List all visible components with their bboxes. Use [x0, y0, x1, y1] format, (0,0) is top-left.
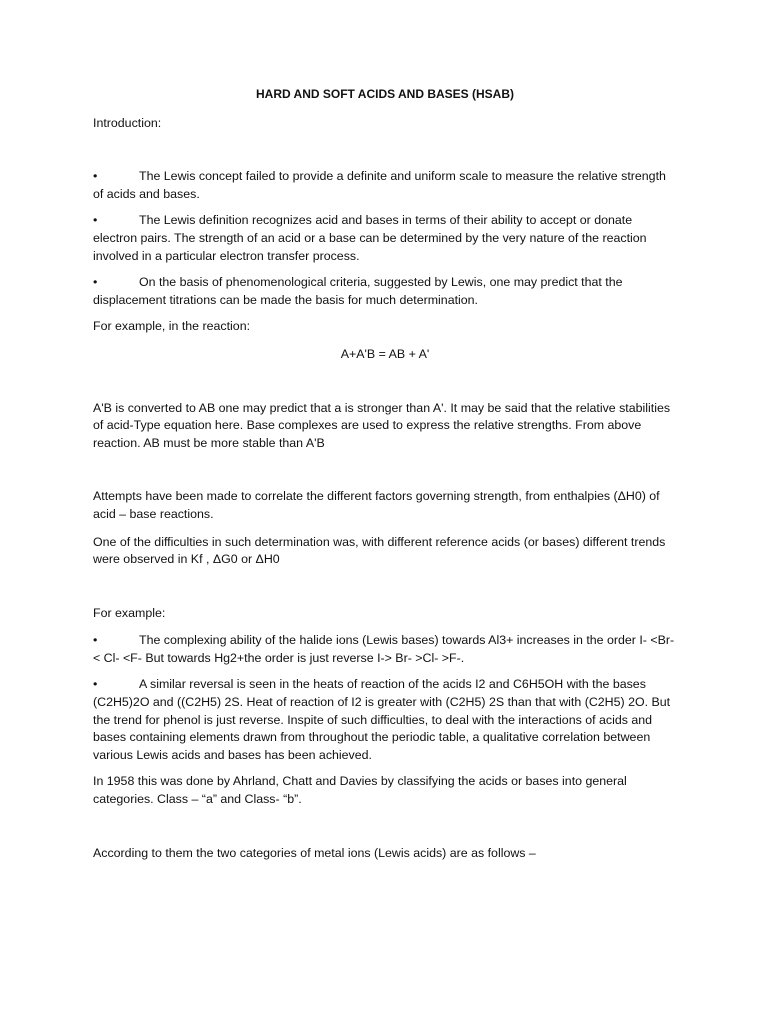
bullet-text: A similar reversal is seen in the heats of reaction of the acids I2 and C6H5OH with the bases (C2H5)2O and ((C2H5) 2S. Heat of reaction of I2 is greater with (C2H5) 2S than that with (C2H5) 2O. But the trend for phenol is just reverse. Inspite of such difficulties, to deal with the interactions of acids and bases containing elements drawn from throughout the periodic table, a qualitative correlation between various Lewis acids and bases has been achieved. — [93, 677, 671, 762]
reaction-equation: A+A'B = AB + A' — [340, 346, 430, 361]
paragraph-categories: According to them the two categories of metal ions (Lewis acids) are as follows – — [93, 845, 536, 860]
bullet-item — [93, 212, 677, 265]
example-heading: For example: — [93, 605, 166, 620]
bullet-item — [93, 168, 677, 203]
bullet-text: The complexing ability of the halide ions (Lewis bases) towards Al3+ increases in the order I- <Br-< Cl- <F- But towards Hg2+the order is just reverse I-> Br- >Cl- >F-. — [93, 633, 675, 665]
example-intro: For example, in the reaction: — [93, 319, 251, 334]
bullet-mark: • — [93, 275, 98, 290]
bullet-item — [93, 632, 677, 667]
bullet-mark: • — [93, 633, 98, 648]
bullet-mark: • — [93, 213, 98, 228]
bullet-text: On the basis of phenomenological criteria, suggested by Lewis, one may predict that the displacement titrations can be made the basis for much determination. — [93, 275, 623, 307]
paragraph-difficulties: One of the difficulties in such determination was, with different reference acids (or bases) different trends were observed in Kf , ΔG0 or ΔH0 — [93, 534, 666, 567]
intro-heading: Introduction: — [93, 115, 162, 130]
bullet-mark: • — [93, 169, 98, 184]
bullet-item — [93, 274, 677, 309]
document-body — [93, 86, 677, 872]
bullet-text: The Lewis definition recognizes acid and bases in terms of their ability to accept or donate electron pairs. The strength of an acid or a base can be determined by the very nature of the reaction involved in a particular electron transfer process. — [93, 213, 647, 263]
bullet-text: The Lewis concept failed to provide a definite and uniform scale to measure the relative strength of acids and bases. — [93, 169, 666, 201]
paragraph-attempts: Attempts have been made to correlate the different factors governing strength, from enthalpies (ΔH0) of acid – base reactions. — [93, 489, 660, 521]
paragraph-1958: In 1958 this was done by Ahrland, Chatt and Davies by classifying the acids or bases into general categories. Class – “a” and Class- “b”. — [93, 774, 627, 807]
document-title: HARD AND SOFT ACIDS AND BASES (HSAB) — [256, 87, 514, 101]
paragraph-ab: A'B is converted to AB one may predict that a is stronger than A'. It may be said that the relative stabilities of acid-Type equation here. Base complexes are used to express the relative strengths. From above reaction. AB must be more stable than A'B — [93, 400, 671, 450]
bullet-item — [93, 676, 677, 764]
bullet-mark: • — [93, 677, 98, 692]
